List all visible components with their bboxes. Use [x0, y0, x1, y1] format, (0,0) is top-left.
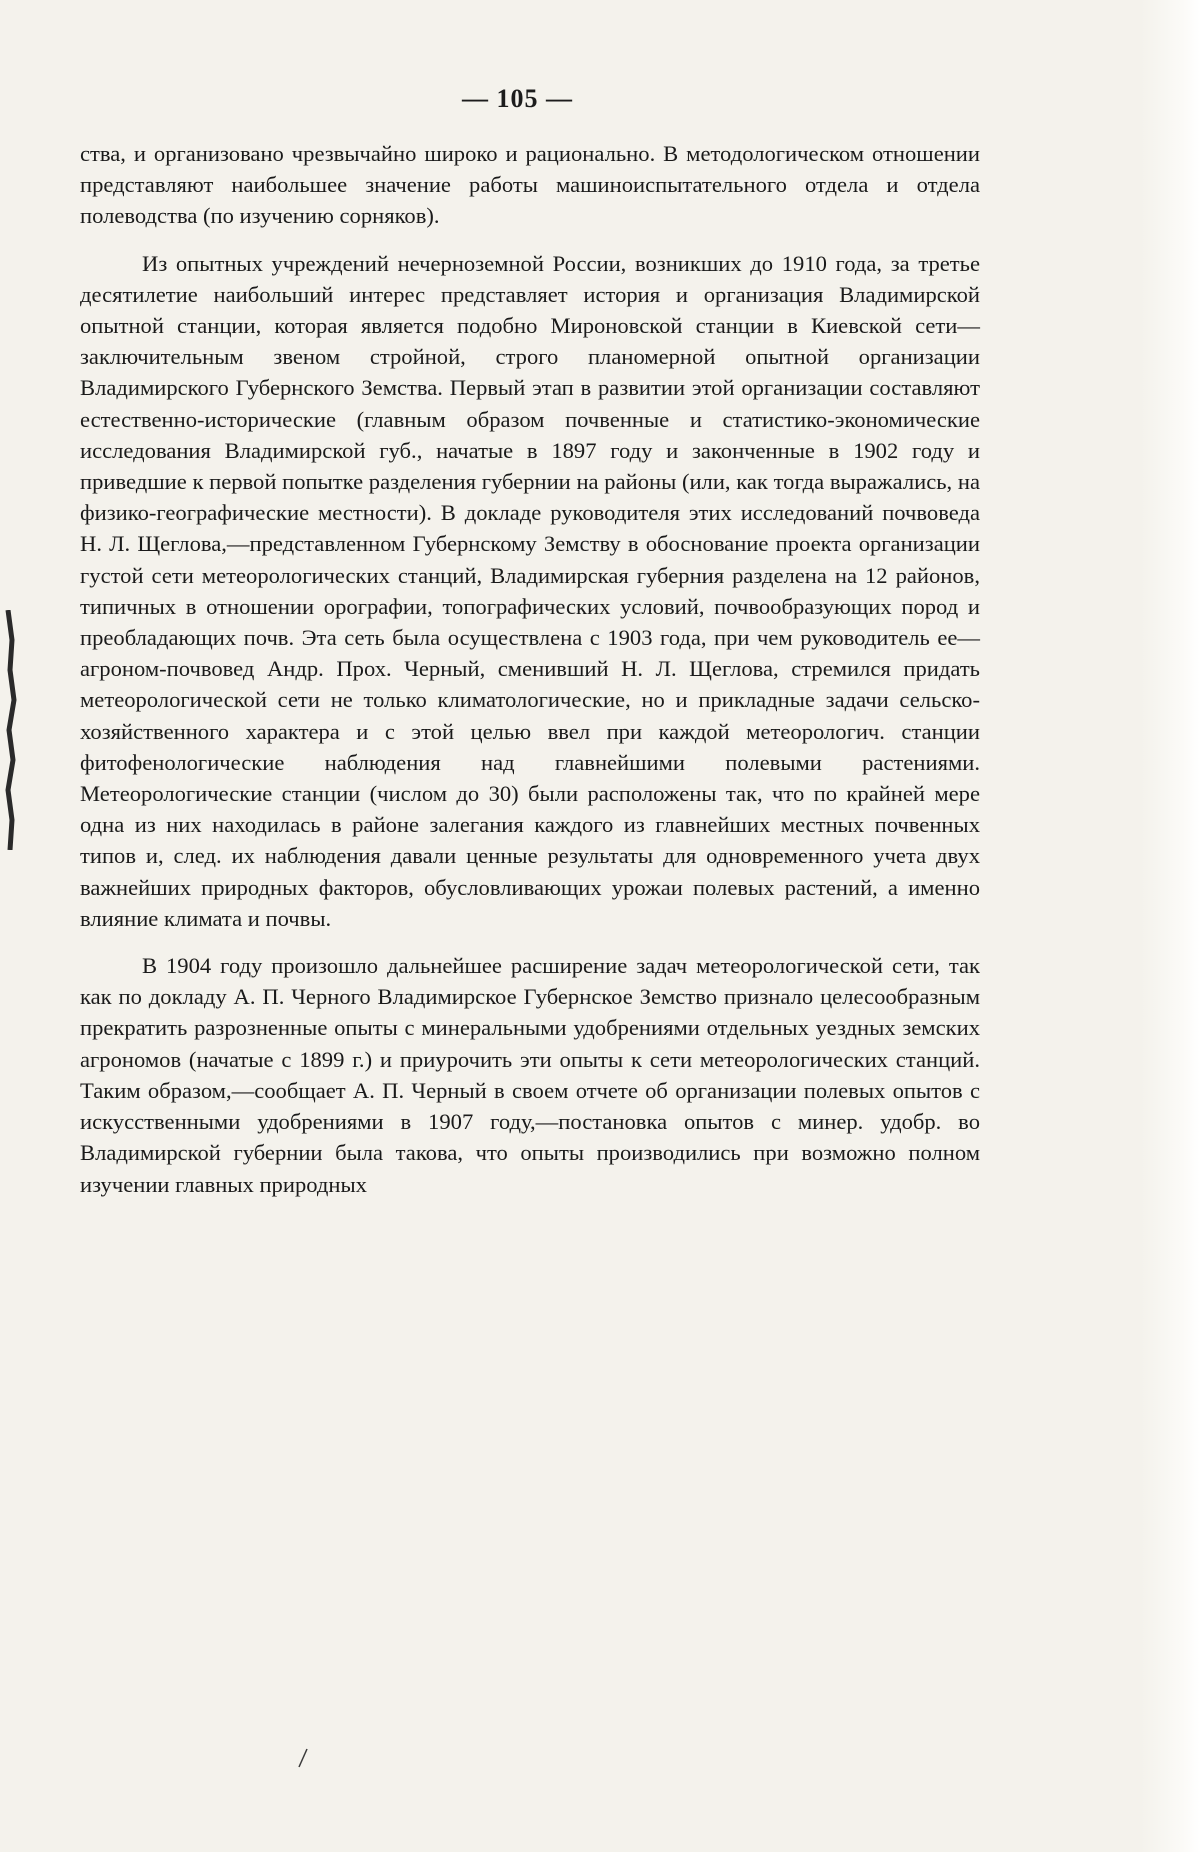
paragraph-continued: ства, и организовано чрезвычайно широко и рационально. В методологическом отношении представляют наибольшее значение работы машиноиспытательного отдела и отдела полеводства (по изучению сорняков).: [80, 141, 980, 229]
body-text: [80, 138, 980, 1200]
paragraph-vladimir-station: Из опытных учреждений нечерноземной России, возникших до 1910 года, за третье десятилетие наибольший интерес представляет история и организация Владимирской опытной станции, которая является подобно Мироновской станции в Киевской сети—заключительным звеном стройной, строго планомерной опытной организации Владимирского Губернского Земства. Первый этап в развитии этой организации составляют естественно-исторические (главным образом почвенные и статистико-экономические исследования Владимирской губ., начатые в 1897 году и законченные в 1902 году и приведшие к первой попытке разделения губернии на районы (или, как тогда выражались, на физико-географические местности). В докладе руководителя этих исследований почвоведа Н. Л. Щеглова,—представленном Губернскому Земству в обоснование проекта организации густой сети метеорологических станций, Владимирская губерния разделена на 12 районов, типичных в отношении орографии, топографических условий, почвообразующих пород и преобладающих почв. Эта сеть была осуществлена с 1903 года, при чем руководитель ее—агроном-почвовед Андр. Прох. Черный, сменивший Н. Л. Щеглова, стремился придать метеорологической сети не только климатологические, но и прикладные задачи сельско-хозяйственного характера и с этой целью ввел при каждой метеорологич. станции фитофенологические наблюдения над главнейшими полевыми растениями. Метеорологические станции (числом до 30) были расположены так, что по крайней мере одна из них находилась в районе залегания каждого из главнейших местных почвенных типов и, след. их наблюдения давали ценные результаты для одновременного учета двух важнейших природных факторов, обусловливающих урожаи полевых растений, а именно влияние климата и почвы.: [80, 250, 980, 931]
paragraph-1904-expansion: В 1904 году произошло дальнейшее расширение задач метеорологической сети, так как по докладу А. П. Черного Владимирское Губернское Земство признало целесообразным прекратить разрозненные опыты с минеральными удобрениями отдельных уездных земских агрономов (начатые с 1899 г.) и приурочить эти опыты к сети метеорологических станций. Таким образом,—сообщает А. П. Черный в своем отчете об организации полевых опытов с искусственными удобрениями в 1907 году,—постановка опытов с минер. удобр. во Владимирской губернии была такова, что опыты производились при возможно полном изучении главных природных: [80, 953, 980, 1197]
page-number: — 105 —: [462, 84, 573, 113]
page-edge-shadow: [1140, 0, 1200, 1852]
margin-ink-mark: [0, 610, 18, 850]
stray-pen-mark: [296, 1748, 310, 1768]
